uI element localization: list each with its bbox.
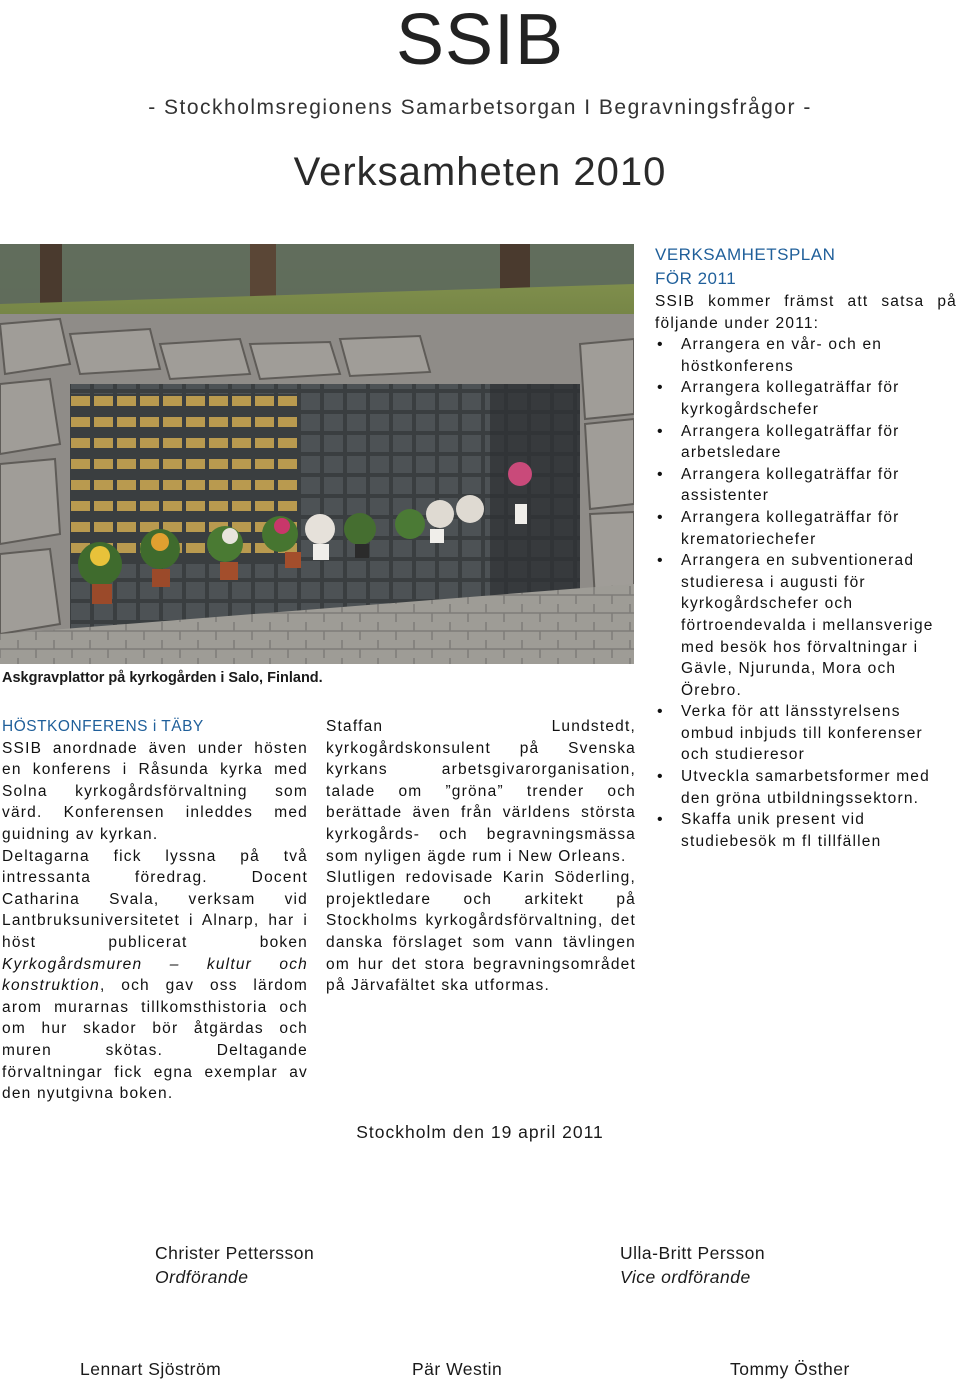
signature-member-3 [730, 1357, 850, 1381]
signature-member-2 [412, 1357, 502, 1381]
activity-plan-heading-line2: FÖR 2011 [655, 269, 737, 288]
plan-item: • Arrangera kollegaträffar för arbetsledare [655, 421, 957, 464]
conference-paragraph-1: SSIB anordnade även under hösten en konferens i Råsunda kyrka med Solna kyrkogårdsförvaltning som värd. Konferensen inleddes med guidning av kyrkan. [2, 739, 308, 843]
activity-plan-intro: SSIB kommer främst att satsa på följande under 2011: [655, 293, 957, 332]
activity-plan [655, 243, 957, 852]
speakers-section [326, 716, 636, 997]
dateline: Stockholm den 19 april 2011 [356, 1122, 604, 1142]
conference-heading: HÖSTKONFERENS i TÄBY [2, 718, 204, 735]
conference-paragraph-2 [2, 846, 308, 1105]
conference-paragraph-2-rest: , och gav oss lärdom arom murarnas tillkomsthistoria och om hur skador bör åtgärdas och muren skötas. Deltagande förvaltningar fick egna exemplar av den nyutgivna boken. [2, 977, 308, 1103]
plan-item: • Arrangera kollegaträffar för krematoriechefer [655, 507, 957, 550]
speakers-paragraph-1: Staffan Lundstedt, kyrkogårdskonsulent på Svenska kyrkans arbetsgivarorganisation, talade om ”gröna” trender och berättade även från världens största kyrkogårds- och begravningsmässa som nyligen ägde rum i New Orleans. [326, 718, 636, 865]
plan-item: • Arrangera kollegaträffar för kyrkogårdschefer [655, 377, 957, 420]
plan-item: • Arrangera kollegaträffar för assistenter [655, 464, 957, 507]
plan-item: • Arrangera en vår- och en höstkonferens [655, 334, 957, 377]
plan-item: • Verka för att länsstyrelsens ombud inbjuds till konferenser och studieresor [655, 701, 957, 766]
signatory-name: Lennart Sjöström [80, 1359, 222, 1379]
signatory-name: Christer Pettersson [155, 1243, 315, 1263]
signature-vice-chairman [620, 1241, 765, 1289]
plan-item: • Arrangera en subventionerad studieresa i augusti för kyrkogårdschefer och förtroendevalda i mellansverige med besök hos förvaltningar i Gävle, Njurunda, Mora och Örebro. [655, 550, 957, 701]
book-title: Kyrkogårdsmuren – kultur och konstruktion [2, 955, 308, 995]
plan-item: • Skaffa unik present vid studiebesök m fl tillfällen [655, 809, 957, 852]
document-title: Verksamheten 2010 [293, 150, 667, 194]
signatory-name: Tommy Östher [730, 1359, 850, 1379]
signature-chairman [155, 1241, 314, 1289]
cemetery-photo [0, 244, 634, 664]
activity-plan-list [655, 334, 957, 852]
organisation-subtitle: - Stockholmsregionens Samarbetsorgan I Begravningsfrågor - [148, 96, 812, 119]
signature-member-1 [80, 1357, 221, 1381]
signatory-role: Vice ordförande [620, 1267, 751, 1287]
speakers-paragraph-2: Slutligen redovisade Karin Söderling, projektledare och arkitekt på Stockholms kyrkogårdsförvaltning, det danska förslaget som vann tävlingen om hur det stora begravningsområdet på Järvafältet ska utformas. [326, 869, 636, 995]
plan-item: • Utveckla samarbetsformer med den gröna utbildningssektorn. [655, 766, 957, 809]
photo-caption: Askgravplattor på kyrkogården i Salo, Finland. [2, 670, 323, 686]
conference-section [2, 716, 308, 1105]
signatory-role: Ordförande [155, 1267, 249, 1287]
page-title: SSIB [395, 0, 565, 80]
signatory-name: Ulla-Britt Persson [620, 1243, 766, 1263]
activity-plan-heading-line1: VERKSAMHETSPLAN [655, 245, 836, 264]
signatory-name: Pär Westin [412, 1359, 503, 1379]
conference-paragraph-2-intro: Deltagarna fick lyssna på två intressanta föredrag. Docent Catharina Svala, verksam vid Lantbruksuniversitetet i Alnarp, har i höst publicerat boken [2, 847, 308, 951]
